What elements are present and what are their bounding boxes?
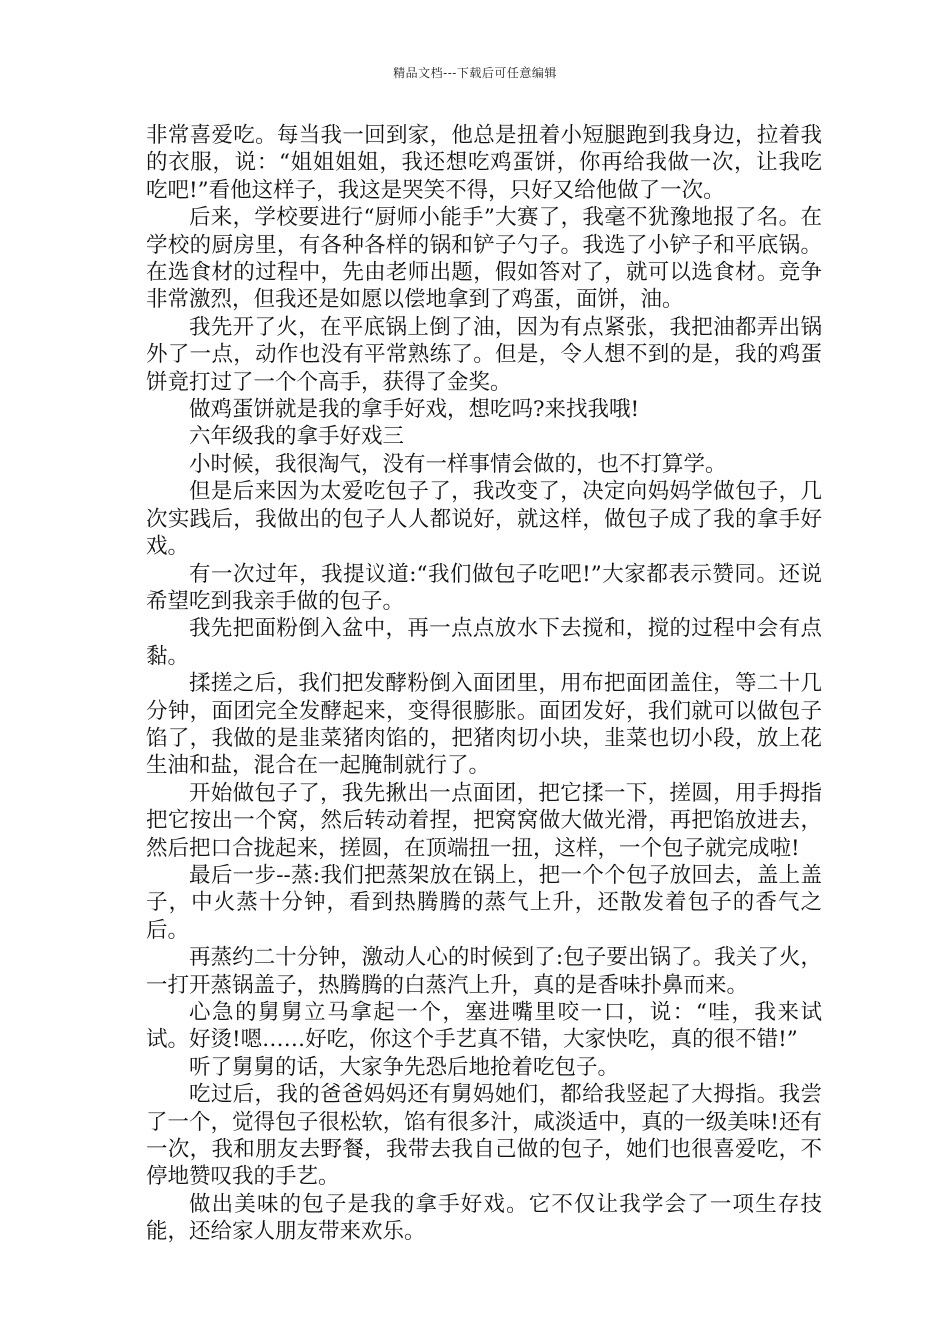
paragraph: 再蒸约二十分钟，激动人心的时候到了:包子要出锅了。我关了火，一打开蒸锅盖子，热腾腾的白蒸汽上升，真的是香味扑鼻而来。: [146, 945, 822, 998]
document-body: [146, 122, 822, 1246]
section-title: 六年级我的拿手好戏三: [189, 424, 405, 450]
paragraph: 做出美味的包子是我的拿手好戏。它不仅让我学会了一项生存技能，还给家人朋友带来欢乐。: [146, 1191, 822, 1245]
paragraph: 我先开了火，在平底锅上倒了油，因为有点紧张，我把油都弄出锅外了一点，动作也没有平常熟练了。但是，令人想不到的是，我的鸡蛋饼竟打过了一个个高手，获得了金奖。: [146, 314, 822, 395]
paragraph: 揉搓之后，我们把发酵粉倒入面团里，用布把面团盖住，等二十几分钟，面团完全发酵起来，变得很膨胀。面团发好，我们就可以做包子馅了，我做的是韭菜猪肉馅的，把猪肉切小块，韭菜也切小段，放上花生油和盐，混合在一起腌制就行了。: [146, 671, 822, 779]
paragraph: 但是后来因为太爱吃包子了，我改变了，决定向妈妈学做包子，几次实践后，我做出的包子人人都说好，就这样，做包子成了我的拿手好戏。: [146, 479, 822, 560]
paragraph: 开始做包子了，我先揪出一点面团，把它揉一下，搓圆，用手拇指把它按出一个窝，然后转动着捏，把窝窝做大做光滑，再把馅放进去，然后把口合拢起来，搓圆，在顶端扭一扭，这样，一个包子就完成啦!: [146, 780, 822, 861]
paragraph: 做鸡蛋饼就是我的拿手好戏，想吃吗?来找我哦!: [189, 397, 640, 423]
paragraph: 心急的舅舅立马拿起一个，塞进嘴里咬一口，说：“哇，我来试试。好烫!嗯……好吃，你这个手艺真不错，大家快吃，真的很不错!”: [146, 1000, 822, 1053]
paragraph: 后来，学校要进行“厨师小能手”大赛了，我毫不犹豫地报了名。在学校的厨房里，有各种各样的锅和铲子勺子。我选了小铲子和平底锅。在选食材的过程中，先由老师出题，假如答对了，就可以选食材。竞争非常激烈，但我还是如愿以偿地拿到了鸡蛋，面饼，油。: [146, 205, 822, 313]
paragraph: 听了舅舅的话，大家争先恐后地抢着吃包子。: [189, 1054, 620, 1080]
paragraph: 小时候，我很淘气，没有一样事情会做的，也不打算学。: [189, 451, 727, 477]
paragraph: 吃过后，我的爸爸妈妈还有舅妈她们，都给我竖起了大拇指。我尝了一个，觉得包子很松软，馅有很多汁，咸淡适中，真的一级美味!还有一次，我和朋友去野餐，我带去我自己做的包子，她们也很喜爱吃，不停地赞叹我的手艺。: [146, 1082, 822, 1190]
paragraph: 我先把面粉倒入盆中，再一点点放水下去搅和，搅的过程中会有点黏。: [146, 616, 822, 669]
page-header: 精品文档---下载后可任意编辑: [393, 66, 557, 80]
paragraph: 有一次过年，我提议道:“我们做包子吃吧!”大家都表示赞同。还说希望吃到我亲手做的包子。: [146, 561, 822, 614]
paragraph: 最后一步--蒸:我们把蒸架放在锅上，把一个个包子放回去，盖上盖子，中火蒸十分钟，看到热腾腾的蒸气上升，还散发着包子的香气之后。: [146, 862, 822, 943]
paragraph: 非常喜爱吃。每当我一回到家，他总是扭着小短腿跑到我身边，拉着我的衣服，说：“姐姐姐姐，我还想吃鸡蛋饼，你再给我做一次，让我吃吃吧!”看他这样子，我这是哭笑不得，只好又给他做了一次。: [146, 123, 822, 203]
